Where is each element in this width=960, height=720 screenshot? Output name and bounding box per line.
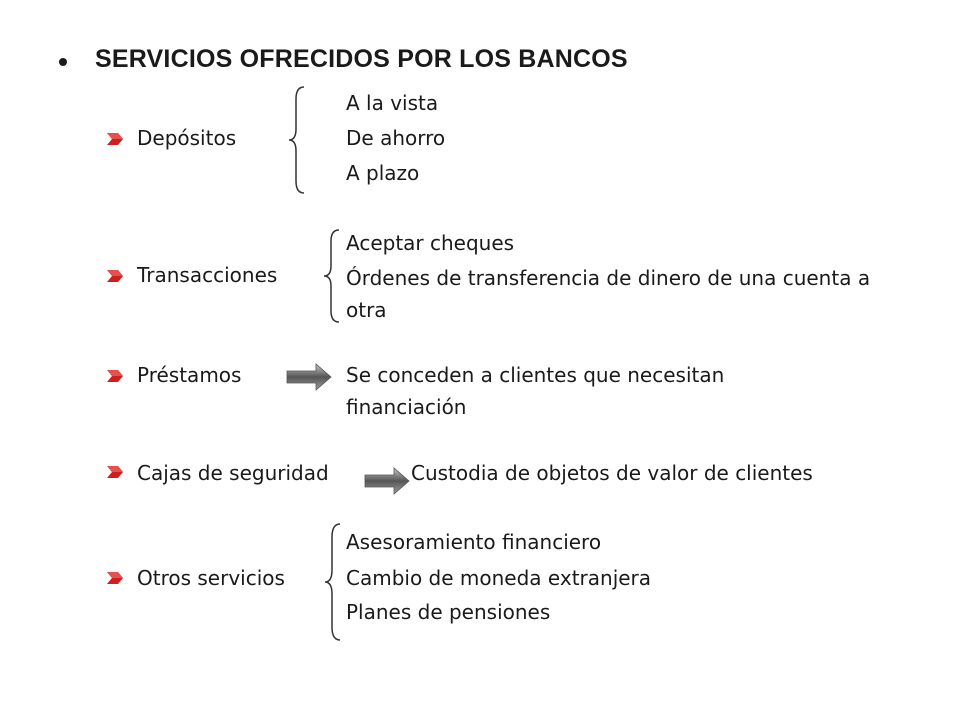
detail-a-plazo: A plazo <box>346 161 420 185</box>
detail-cajas-seguridad: Custodia de objetos de valor de clientes <box>411 461 813 485</box>
brace-icon <box>286 85 308 195</box>
right-arrow-icon <box>286 362 332 392</box>
detail-ordenes-transferencia: Órdenes de transferencia de dinero de una cuenta a otra <box>346 266 871 322</box>
detail-de-ahorro: De ahorro <box>346 126 446 150</box>
detail-asesoramiento: Asesoramiento financiero <box>346 530 602 554</box>
item-label-transacciones: Transacciones <box>137 263 278 287</box>
detail-prestamos: Se conceden a clientes que necesitan financiación <box>346 363 725 419</box>
red-arrow-bullet-icon <box>105 570 125 586</box>
detail-aceptar-cheques: Aceptar cheques <box>346 231 515 255</box>
item-label-cajas-seguridad: Cajas de seguridad <box>137 461 329 485</box>
brace-icon <box>322 522 344 642</box>
red-arrow-bullet-icon <box>105 368 125 384</box>
item-label-prestamos: Préstamos <box>137 363 242 387</box>
red-arrow-bullet-icon <box>105 131 125 147</box>
slide-title: SERVICIOS OFRECIDOS POR LOS BANCOS <box>95 45 628 73</box>
red-arrow-bullet-icon <box>105 464 125 480</box>
item-label-depositos: Depósitos <box>137 126 237 150</box>
red-arrow-bullet-icon <box>105 268 125 284</box>
right-arrow-icon <box>364 466 410 496</box>
item-label-otros-servicios: Otros servicios <box>137 566 285 590</box>
detail-planes-pensiones: Planes de pensiones <box>346 600 551 624</box>
detail-cambio-moneda: Cambio de moneda extranjera <box>346 566 652 590</box>
title-bullet <box>59 58 67 66</box>
brace-icon <box>321 228 343 324</box>
detail-a-la-vista: A la vista <box>346 91 439 115</box>
